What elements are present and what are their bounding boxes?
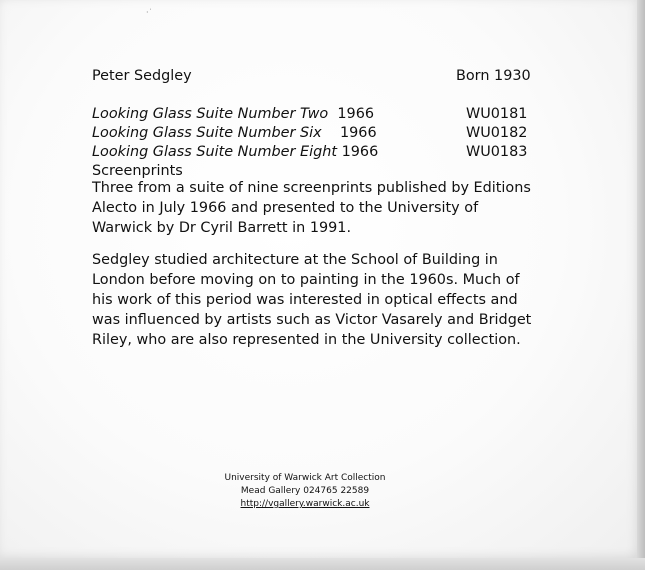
- description: Three from a suite of nine screenprints published by Editions Alecto in July 1966 and presented to the University of Warwick by Dr Cyril Barrett in 1991.: [92, 180, 531, 236]
- work-year: 1966: [341, 144, 379, 160]
- work-title-text: Looking Glass Suite Number Six: [92, 125, 322, 141]
- work-title: [92, 104, 374, 124]
- work-title: [92, 123, 377, 143]
- tape-mark-icon: ·˙: [146, 8, 153, 17]
- work-year: 1966: [340, 125, 377, 141]
- artist-born: Born 1930: [456, 68, 531, 84]
- work-code: WU0183: [466, 144, 528, 160]
- footer-organisation: University of Warwick Art Collection: [224, 473, 386, 483]
- work-title-text: Looking Glass Suite Number Eight: [92, 144, 338, 160]
- work-title-text: Looking Glass Suite Number Two: [92, 106, 329, 122]
- footer-link[interactable]: http://vgallery.warwick.ac.uk: [240, 499, 370, 509]
- artist-name: Peter Sedgley: [92, 68, 192, 84]
- medium: Screenprints: [92, 163, 183, 179]
- footer-gallery: Mead Gallery 024765 22589: [240, 486, 370, 496]
- footer: [210, 472, 400, 511]
- biography: Sedgley studied architecture at the School of Building in London before moving on to painting in the 1960s. Much of his work of this period was interested in optical effects and was influenced by artists such as Victor Vasarely and Bridget Riley, who are also represented in the University collection.: [92, 252, 532, 348]
- work-code: WU0182: [466, 125, 528, 141]
- work-year: 1966: [337, 106, 375, 122]
- work-title: [92, 142, 378, 162]
- bottom-edge: [0, 558, 645, 570]
- work-code: WU0181: [466, 106, 528, 122]
- right-edge: [637, 0, 645, 570]
